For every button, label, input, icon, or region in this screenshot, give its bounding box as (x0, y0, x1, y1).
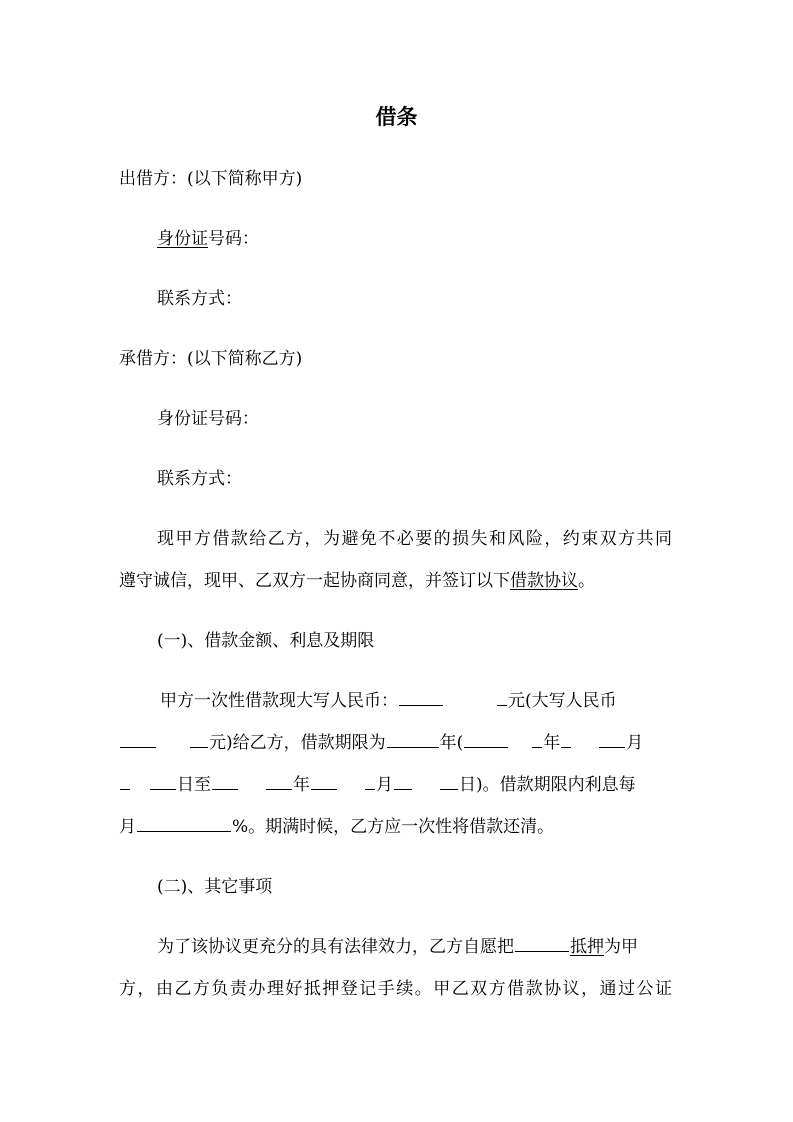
year-label-2: 年 (293, 775, 310, 795)
borrower-id-line: 身份证号码： (157, 409, 259, 429)
amount-line-1-text: 甲方一次性借款现大写人民币： (160, 691, 398, 711)
date-blank (365, 773, 375, 790)
month-label-2: 月 (376, 775, 393, 795)
amount-line-4 (119, 815, 554, 839)
date-blank (440, 773, 458, 790)
amount-line-2-text: 元)给乙方，借款期限为 (209, 733, 386, 753)
year-open: 年( (439, 733, 464, 753)
date-blank (120, 773, 130, 790)
amount-blank (497, 689, 507, 706)
other-line-1-end: 为甲 (604, 937, 638, 957)
year-label: 年 (543, 733, 561, 753)
other-line-1 (157, 935, 638, 959)
month-prefix: 月 (119, 817, 136, 837)
other-line-1-text: 为了该协议更充分的具有法律效力，乙方自愿把 (157, 937, 514, 957)
amount-blank (120, 731, 156, 748)
mortgage-link[interactable]: 抵押 (570, 937, 604, 957)
date-blank (394, 773, 412, 790)
borrower-label: 承借方：(以下简称乙方) (119, 349, 303, 369)
intro-line-1: 现甲方借款给乙方，为避免不必要的损失和风险，约束双方共同 (157, 529, 672, 549)
section2-heading: (二)、其它事项 (157, 877, 273, 897)
amount-line-3 (119, 773, 636, 797)
date-blank (311, 773, 337, 790)
amount-line-1 (160, 689, 617, 713)
date-blank (561, 731, 571, 748)
other-line-2: 方，由乙方负责办理好抵押登记手续。甲乙双方借款协议，通过公证 (119, 979, 672, 999)
lender-id-suffix: 号码： (208, 229, 259, 249)
lender-contact: 联系方式： (157, 289, 242, 309)
day-to-label: 日至 (177, 775, 211, 795)
id-card-link[interactable]: 身份证 (157, 229, 208, 249)
intro-line-2 (119, 569, 595, 593)
loan-agreement-link[interactable]: 借款协议 (510, 571, 578, 591)
intro-line-2-text: 遵守诚信，现甲、乙双方一起协商同意，并签订以下 (119, 571, 510, 591)
amount-line-4-end: %。期满时候，乙方应一次性将借款还清。 (232, 817, 555, 837)
borrower-contact: 联系方式： (157, 469, 242, 489)
term-blank (387, 731, 439, 748)
amount-blank (399, 689, 443, 706)
amount-line-2 (119, 731, 643, 755)
date-blank (532, 731, 542, 748)
amount-blank (190, 731, 208, 748)
date-blank (150, 773, 176, 790)
section1-heading: (一)、借款金额、利息及期限 (157, 631, 375, 651)
date-blank (599, 731, 625, 748)
date-blank (212, 773, 238, 790)
lender-label: 出借方：(以下简称甲方) (119, 169, 303, 189)
collateral-blank (515, 935, 569, 952)
interest-blank (137, 815, 231, 832)
amount-line-1-end: 元(大写人民币 (508, 691, 617, 711)
amount-line-3-end: 日)。借款期限内利息每 (459, 775, 636, 795)
lender-id-line (157, 227, 259, 251)
date-blank (266, 773, 292, 790)
month-label: 月 (626, 733, 644, 753)
document-title: 借条 (375, 105, 418, 129)
intro-line-2-end: 。 (578, 571, 595, 591)
date-blank (464, 731, 508, 748)
